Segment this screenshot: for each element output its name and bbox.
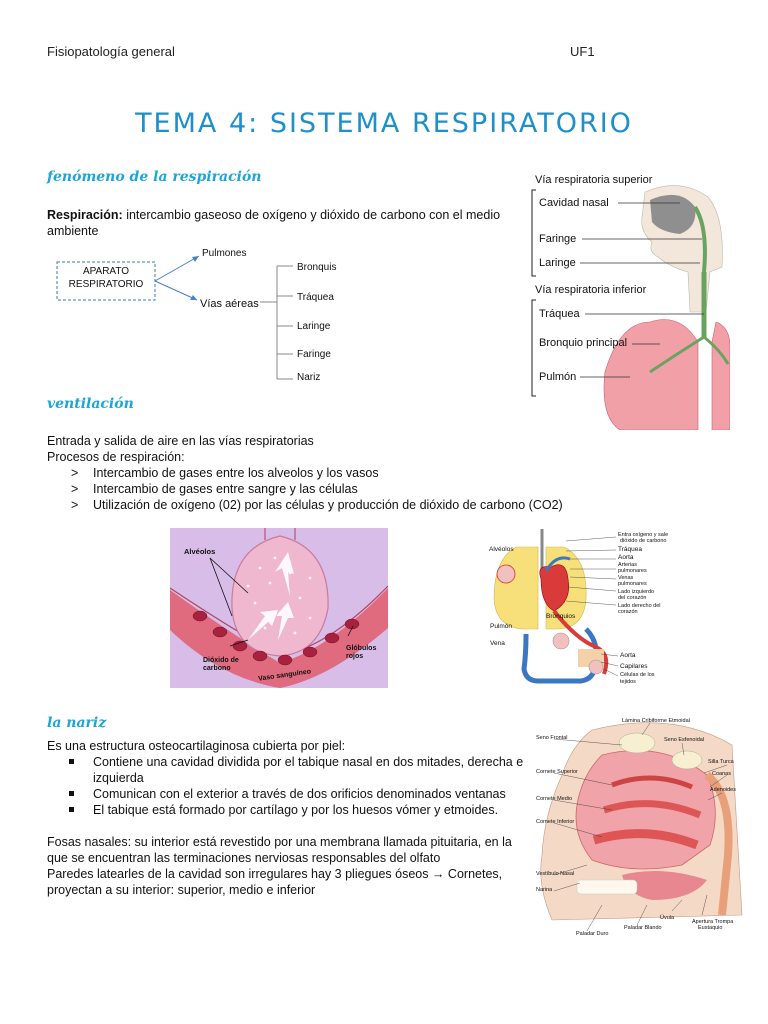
bullet-text: Comunican con el exterior a través de dos orificios denominados ventanas [93, 787, 506, 801]
airway-figure [530, 172, 730, 430]
circ-label-aorta-2: Aorta [620, 652, 636, 659]
circ-label-entra-oxigeno: Entra oxígeno y sale [618, 532, 669, 538]
nose-figure [532, 715, 748, 937]
airway-inferior-label: Vía respiratoria inferior [535, 284, 647, 296]
nose-label-vestibulo: Vestíbulo Nasal [536, 871, 575, 877]
nose-label-uvula: Úvula [660, 915, 675, 921]
nariz-intro: Es una estructura osteocartilaginosa cubierta por piel: [47, 739, 346, 753]
alveoli-label-globulos: Glóbulos rojos [346, 645, 377, 660]
circ-label-lado-der: Lado derecho del [618, 603, 661, 609]
bullet-marker: > [71, 482, 79, 496]
ventilacion-body [47, 433, 607, 513]
nose-label-cornete-superior: Cornete Superior [536, 769, 578, 775]
bullet-marker [69, 791, 74, 796]
list-item [47, 465, 607, 481]
svg-text:pulmonares: pulmonares [618, 568, 647, 574]
ventilacion-line-1: Entrada y salida de aire en las vías respiratorias [47, 434, 314, 448]
nose-label-coanas: Coanas [712, 771, 731, 777]
nose-label-adenoides: Adenoides [710, 787, 736, 793]
document-header-left: Fisiopatología general [47, 44, 175, 59]
airway-label-bronquio-principal: Bronquio principal [539, 337, 628, 349]
svg-text:tejidos: tejidos [620, 679, 636, 685]
airway-label-cavidad-nasal: Cavidad nasal [539, 197, 609, 209]
svg-text:dióxido de carbono: dióxido de carbono [620, 538, 667, 544]
circ-label-vena: Vena [490, 640, 505, 647]
bullet-marker [69, 759, 74, 764]
circ-label-capilares: Capilares [620, 663, 648, 670]
tree-leaf-nariz: Nariz [297, 372, 321, 383]
bullet-text: Utilización de oxígeno (02) por las células y producción de dióxido de carbono (CO2) [93, 498, 563, 512]
sinus-sphenoid [672, 751, 702, 769]
circulation-figure [486, 529, 672, 689]
respiracion-definition-text: intercambio gaseoso de oxígeno y dióxido de carbono con el medio ambiente [47, 208, 501, 238]
circ-label-venas: Venas [618, 575, 634, 581]
circ-label-celulas: Células de los [620, 672, 655, 678]
airway-label-traquea: Tráquea [539, 308, 580, 320]
alveoli-label-vaso: Vaso sanguíneo [257, 668, 312, 683]
list-item [47, 754, 527, 786]
bullet-text: Intercambio de gases entre los alveolos y los vasos [93, 466, 379, 480]
svg-text:corazón: corazón [618, 609, 638, 615]
ventilacion-bullet-list [47, 465, 607, 513]
svg-text:pulmonares: pulmonares [618, 581, 647, 587]
respiracion-term: Respiración: [47, 208, 123, 222]
circ-label-traquea: Tráquea [618, 546, 642, 553]
nose-label-paladar-duro: Paladar Duro [576, 931, 609, 937]
bullet-text: Contiene una cavidad dividida por el tabique nasal en dos mitades, derecha e izquierda [93, 755, 524, 785]
tree-leaf-laringe: Laringe [297, 321, 331, 332]
list-item [47, 802, 527, 818]
section-heading-respiracion: fenómeno de la respiración [47, 169, 262, 185]
nose-label-paladar-blando: Paladar Blando [624, 925, 662, 931]
circ-label-arterias: Arterias [618, 562, 637, 568]
bullet-marker: > [71, 498, 79, 512]
section-heading-nariz: la nariz [47, 715, 107, 731]
page-title: TEMA 4: SISTEMA RESPIRATORIO [135, 108, 633, 139]
nose-label-silla-turca: Silla Turca [708, 759, 734, 765]
nose-label-seno-esfenoidal: Seno Esfenoidal [664, 737, 705, 743]
bullet-marker: > [71, 466, 79, 480]
nariz-bullet-list [47, 754, 527, 818]
circ-label-aorta: Aorta [618, 554, 634, 561]
tree-branch-pulmones: Pulmones [202, 248, 247, 259]
tree-leaf-faringe: Faringe [297, 349, 331, 360]
airway-label-faringe: Faringe [539, 233, 577, 245]
document-header-right: UF1 [570, 44, 595, 59]
airway-label-pulmon: Pulmón [539, 371, 577, 383]
nose-label-cornete-medio: Cornete Medio [536, 796, 573, 802]
tree-root-label: APARATO RESPIRATORIO [68, 266, 144, 290]
airway-superior-label: Vía respiratoria superior [535, 174, 653, 186]
airway-label-laringe: Laringe [539, 257, 576, 269]
list-item [47, 786, 527, 802]
alveoli-label-alveolos: Alvéolos [184, 547, 216, 556]
circ-label-lado-izq: Lado izquierdo [618, 589, 655, 595]
alveoli-zoom [497, 565, 515, 583]
svg-text:del corazón: del corazón [618, 595, 647, 601]
alveoli-label-dioxido: Dióxido de carbono [203, 657, 239, 672]
circ-label-alveolos: Alvéolos [489, 546, 514, 553]
tree-branch-vias-aereas: Vías aéreas [200, 298, 259, 310]
respiracion-definition [47, 207, 507, 239]
circ-label-bronquios: Bronquios [546, 613, 576, 620]
ventilacion-line-2: Procesos de respiración: [47, 450, 185, 464]
nose-label-apertura: Apertura Trompa [692, 919, 734, 925]
nariz-paragraph-paredes: Paredes latearles de la cavidad son irregulares hay 3 pliegues óseos → Cornetes, proyectan a su interior: superior, medio e inferior [47, 867, 503, 897]
section-heading-ventilacion: ventilación [47, 396, 134, 412]
nose-label-seno-frontal: Seno Frontal [536, 735, 568, 741]
teeth [577, 880, 637, 894]
tree-leaf-traquea: Tráquea [297, 292, 334, 303]
sinus-frontal [619, 733, 655, 753]
nariz-paragraph-fosas: Fosas nasales: su interior está revestido por una membrana llamada pituitaria, en la que se encuentran las terminaciones nerviosas responsables del olfato [47, 835, 512, 865]
bullet-text: Intercambio de gases entre sangre y las células [93, 482, 358, 496]
circ-label-pulmon: Pulmón [490, 623, 513, 630]
bullet-marker [69, 807, 74, 812]
nose-label-lamina: Lámina Cribiforme Etmoidal [622, 718, 690, 724]
nose-label-narina: Narina [536, 887, 553, 893]
right-lung [712, 322, 730, 430]
list-item [47, 481, 607, 497]
tree-leaf-bronquis: Bronquis [297, 262, 337, 273]
nariz-body [47, 738, 527, 898]
nose-label-cornete-inferior: Cornete Inferior [536, 819, 575, 825]
svg-text:Eustaquio: Eustaquio [698, 925, 723, 931]
bullet-text: El tabique está formado por cartílago y por los huesos vómer y etmoides. [93, 803, 499, 817]
list-item [47, 497, 607, 513]
